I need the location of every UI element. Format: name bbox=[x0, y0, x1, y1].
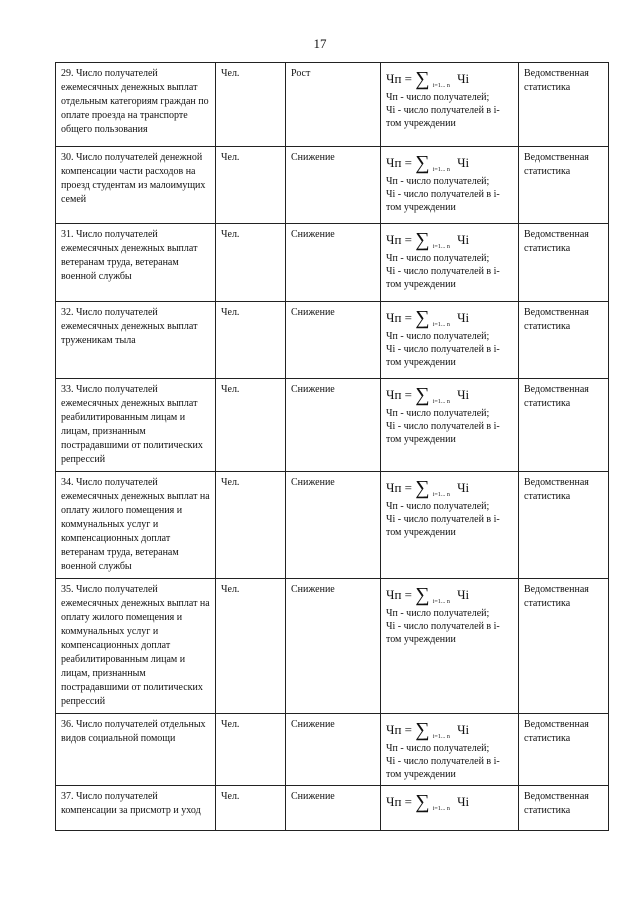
formula-equals: = bbox=[404, 71, 412, 86]
table-row bbox=[56, 579, 609, 714]
formula-description: Чп - число получателей; bbox=[386, 743, 490, 754]
formula-cell bbox=[381, 579, 519, 714]
formula-sum-symbol: ∑ bbox=[415, 477, 430, 499]
formula-description: Чi - число получателей в i-том учреждении bbox=[386, 189, 500, 213]
table-row bbox=[56, 472, 609, 579]
source-cell: Ведомственная статистика bbox=[519, 379, 609, 472]
formula-description: Чi - число получателей в i-том учреждении bbox=[386, 756, 500, 780]
table-row bbox=[56, 786, 609, 831]
formula-equals: = bbox=[404, 232, 412, 247]
source-cell: Ведомственная статистика bbox=[519, 63, 609, 147]
formula bbox=[386, 719, 513, 742]
trend-cell: Снижение bbox=[286, 379, 381, 472]
trend-cell: Снижение bbox=[286, 224, 381, 302]
formula-cell bbox=[381, 302, 519, 379]
formula-description: Чi - число получателей в i-том учреждении bbox=[386, 514, 500, 538]
table-row bbox=[56, 147, 609, 224]
formula-sum-symbol: ∑ bbox=[415, 791, 430, 813]
formula-lhs: Чп bbox=[386, 310, 402, 325]
unit-cell: Чел. bbox=[216, 147, 286, 224]
formula-description: Чп - число получателей; bbox=[386, 608, 490, 619]
formula-description: Чп - число получателей; bbox=[386, 92, 490, 103]
formula-term: Чi bbox=[457, 155, 470, 170]
trend-cell: Снижение bbox=[286, 472, 381, 579]
formula-lhs: Чп bbox=[386, 794, 402, 809]
unit-cell: Чел. bbox=[216, 302, 286, 379]
indicator-cell: 31. Число получателей ежемесячных денежных выплат ветеранам труда, ветеранам военной службы bbox=[56, 224, 216, 302]
formula-equals: = bbox=[404, 387, 412, 402]
formula-lhs: Чп bbox=[386, 480, 402, 495]
formula-index: i=1... n bbox=[432, 599, 450, 605]
unit-cell: Чел. bbox=[216, 714, 286, 786]
formula-description: Чi - число получателей в i-том учреждении bbox=[386, 105, 500, 129]
unit-cell: Чел. bbox=[216, 579, 286, 714]
formula-term: Чi bbox=[457, 587, 470, 602]
formula-cell bbox=[381, 786, 519, 831]
formula-description: Чп - число получателей; bbox=[386, 253, 490, 264]
formula-sum-symbol: ∑ bbox=[415, 68, 430, 90]
formula-index: i=1... n bbox=[432, 806, 450, 812]
table-row bbox=[56, 63, 609, 147]
source-cell: Ведомственная статистика bbox=[519, 147, 609, 224]
trend-cell: Снижение bbox=[286, 302, 381, 379]
formula-equals: = bbox=[404, 722, 412, 737]
table-row bbox=[56, 302, 609, 379]
formula-index: i=1... n bbox=[432, 83, 450, 89]
page-number: 17 bbox=[313, 36, 327, 51]
indicator-cell: 34. Число получателей ежемесячных денежных выплат на оплату жилого помещения и коммунальных услуг и компенсационных доплат ветеранам труда, ветеранам военной службы bbox=[56, 472, 216, 579]
formula bbox=[386, 68, 513, 91]
formula bbox=[386, 477, 513, 500]
formula bbox=[386, 384, 513, 407]
trend-cell: Снижение bbox=[286, 579, 381, 714]
source-cell: Ведомственная статистика bbox=[519, 786, 609, 831]
formula-equals: = bbox=[404, 794, 412, 809]
indicator-cell: 30. Число получателей денежной компенсации части расходов на проезд студентам из малоимущих семей bbox=[56, 147, 216, 224]
formula-term: Чi bbox=[457, 232, 470, 247]
indicator-cell: 33. Число получателей ежемесячных денежных выплат реабилитированным лицам и лицам, признанным пострадавшими от политических репрессий bbox=[56, 379, 216, 472]
trend-cell: Рост bbox=[286, 63, 381, 147]
formula-cell bbox=[381, 472, 519, 579]
formula bbox=[386, 307, 513, 330]
formula-cell bbox=[381, 224, 519, 302]
indicator-cell: 29. Число получателей ежемесячных денежных выплат отдельным категориям граждан по оплате проезда на транспорте общего пользования bbox=[56, 63, 216, 147]
formula-lhs: Чп bbox=[386, 155, 402, 170]
formula-description: Чп - число получателей; bbox=[386, 176, 490, 187]
formula-lhs: Чп bbox=[386, 722, 402, 737]
formula-description: Чi - число получателей в i-том учреждении bbox=[386, 621, 500, 645]
formula-index: i=1... n bbox=[432, 492, 450, 498]
trend-cell: Снижение bbox=[286, 786, 381, 831]
unit-cell: Чел. bbox=[216, 472, 286, 579]
formula-cell bbox=[381, 63, 519, 147]
indicator-cell: 35. Число получателей ежемесячных денежных выплат на оплату жилого помещения и коммунальных услуг и компенсационных доплат реабилитированным лицам и лицам, признанным пострадавшими от политических репрессий bbox=[56, 579, 216, 714]
formula-lhs: Чп bbox=[386, 387, 402, 402]
formula-description: Чi - число получателей в i-том учреждении bbox=[386, 421, 500, 445]
unit-cell: Чел. bbox=[216, 379, 286, 472]
formula-index: i=1... n bbox=[432, 244, 450, 250]
formula-description: Чп - число получателей; bbox=[386, 408, 490, 419]
trend-cell: Снижение bbox=[286, 147, 381, 224]
source-cell: Ведомственная статистика bbox=[519, 714, 609, 786]
formula-index: i=1... n bbox=[432, 734, 450, 740]
table-row bbox=[56, 224, 609, 302]
formula-equals: = bbox=[404, 480, 412, 495]
formula-cell bbox=[381, 147, 519, 224]
source-cell: Ведомственная статистика bbox=[519, 302, 609, 379]
source-cell: Ведомственная статистика bbox=[519, 472, 609, 579]
formula-lhs: Чп bbox=[386, 587, 402, 602]
formula-lhs: Чп bbox=[386, 71, 402, 86]
unit-cell: Чел. bbox=[216, 786, 286, 831]
indicator-cell: 37. Число получателей компенсации за присмотр и уход bbox=[56, 786, 216, 831]
source-cell: Ведомственная статистика bbox=[519, 224, 609, 302]
formula-index: i=1... n bbox=[432, 399, 450, 405]
unit-cell: Чел. bbox=[216, 63, 286, 147]
formula-term: Чi bbox=[457, 794, 470, 809]
formula-description: Чi - число получателей в i-том учреждении bbox=[386, 344, 500, 368]
trend-cell: Снижение bbox=[286, 714, 381, 786]
unit-cell: Чел. bbox=[216, 224, 286, 302]
table-row bbox=[56, 379, 609, 472]
formula bbox=[386, 229, 513, 252]
source-cell: Ведомственная статистика bbox=[519, 579, 609, 714]
formula bbox=[386, 152, 513, 175]
formula-sum-symbol: ∑ bbox=[415, 229, 430, 251]
formula-sum-symbol: ∑ bbox=[415, 152, 430, 174]
formula-term: Чi bbox=[457, 387, 470, 402]
formula-term: Чi bbox=[457, 310, 470, 325]
table-row bbox=[56, 714, 609, 786]
formula-term: Чi bbox=[457, 71, 470, 86]
formula bbox=[386, 584, 513, 607]
formula-sum-symbol: ∑ bbox=[415, 384, 430, 406]
formula-equals: = bbox=[404, 310, 412, 325]
formula-cell bbox=[381, 714, 519, 786]
formula-sum-symbol: ∑ bbox=[415, 307, 430, 329]
formula-term: Чi bbox=[457, 722, 470, 737]
formula bbox=[386, 791, 513, 814]
formula-index: i=1... n bbox=[432, 322, 450, 328]
formula-equals: = bbox=[404, 155, 412, 170]
formula-sum-symbol: ∑ bbox=[415, 584, 430, 606]
indicators-table bbox=[55, 62, 609, 831]
formula-description: Чi - число получателей в i-том учреждении bbox=[386, 266, 500, 290]
formula-lhs: Чп bbox=[386, 232, 402, 247]
formula-description: Чп - число получателей; bbox=[386, 331, 490, 342]
formula-equals: = bbox=[404, 587, 412, 602]
formula-description: Чп - число получателей; bbox=[386, 501, 490, 512]
formula-sum-symbol: ∑ bbox=[415, 719, 430, 741]
formula-index: i=1... n bbox=[432, 167, 450, 173]
formula-term: Чi bbox=[457, 480, 470, 495]
formula-cell bbox=[381, 379, 519, 472]
indicator-cell: 32. Число получателей ежемесячных денежных выплат труженикам тыла bbox=[56, 302, 216, 379]
indicator-cell: 36. Число получателей отдельных видов социальной помощи bbox=[56, 714, 216, 786]
